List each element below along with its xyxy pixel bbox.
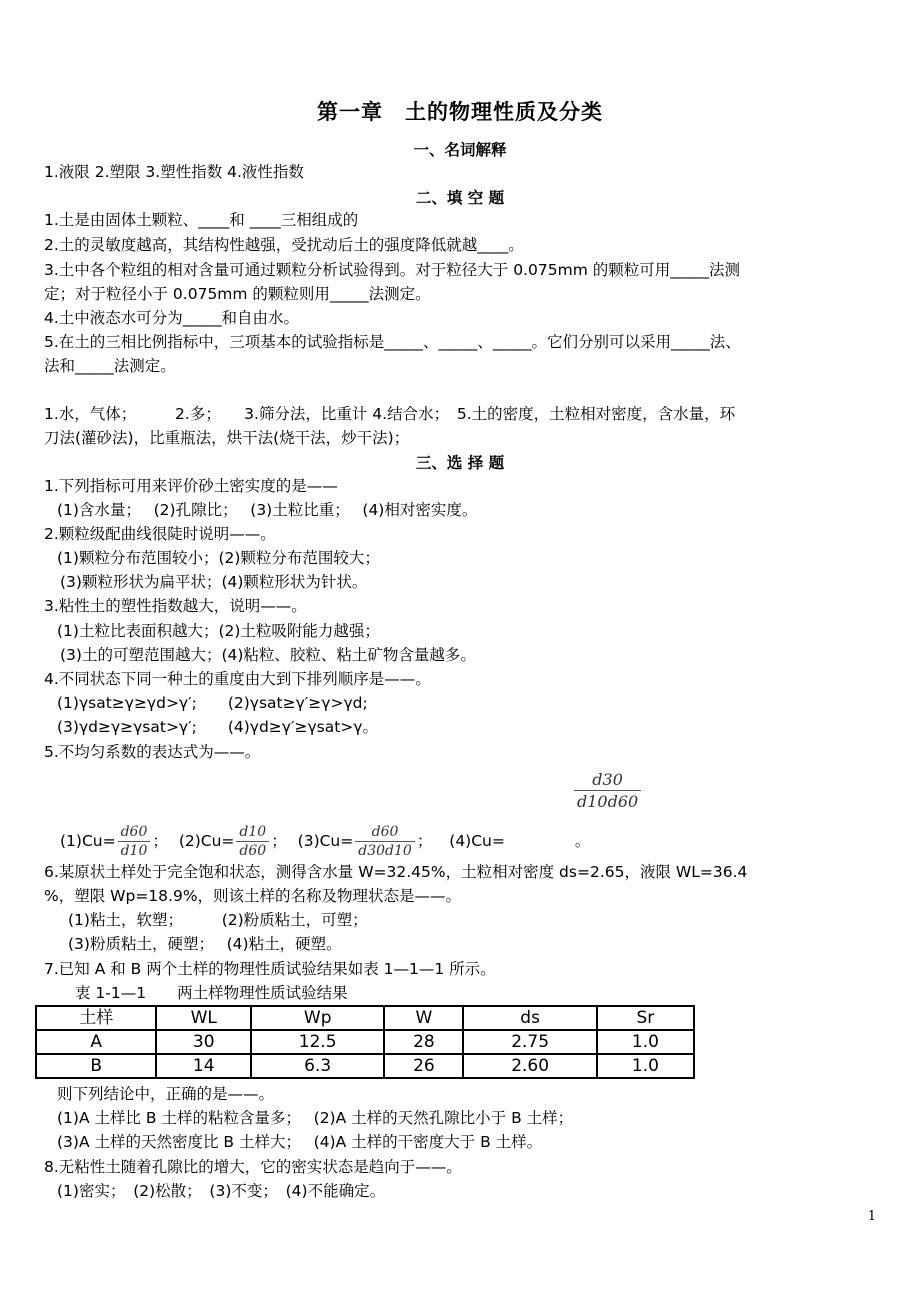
table-cell: 30 (156, 1030, 251, 1054)
cu-formula-4-fraction (572, 770, 643, 811)
table-header-cell: ds (463, 1006, 596, 1030)
choice-options-4a: (1)γsat≥γ≥γd>γ′; (2)γsat≥γ′≥γ>γd; (57, 694, 368, 712)
table-cell: 28 (384, 1030, 463, 1054)
choice-question-5: 5.不均匀系数的表达式为——。 (44, 743, 261, 761)
table-cell: 14 (156, 1054, 251, 1078)
fraction-numerator: d10 (239, 824, 267, 840)
option-label: (4)Cu= (449, 832, 505, 850)
fill-question-5b: 法和_____法测定。 (44, 357, 176, 375)
choice-question-6b: %，塑限 Wp=18.9%，则该土样的名称及物理状态是——。 (44, 887, 462, 905)
choice-options-2a: (1)颗粒分布范围较小；(2)颗粒分布范围较大； (57, 549, 380, 567)
choice-options-3b: (3)土的可塑范围越大；(4)粘粒、胶粒、粘土矿物含量越多。 (60, 646, 476, 664)
fill-question-3a: 3.土中各个粒组的相对含量可通过颗粒分析试验得到。对于粒径大于 0.075mm 的颗粒可用_____法测 (44, 261, 740, 279)
table-header-cell: 土样 (36, 1006, 156, 1030)
choice-options-3a: (1)土粒比表面积越大；(2)土粒吸附能力越强； (57, 622, 380, 640)
choice-question-3: 3.粘性土的塑性指数越大，说明——。 (44, 597, 307, 615)
choice-question-7-stem: 则下列结论中，正确的是——。 (57, 1085, 275, 1103)
choice-options-2b: (3)颗粒形状为扁平状；(4)颗粒形状为针状。 (60, 573, 368, 591)
fraction-numerator: d30 (592, 770, 623, 789)
choice-question-8: 8.无粘性土随着孔隙比的增大，它的密实状态是趋向于——。 (44, 1158, 462, 1176)
fraction-denominator: d10 (118, 841, 151, 859)
separator: ； (152, 832, 168, 850)
option-label: (3)Cu= (297, 832, 354, 850)
table-cell: 1.0 (597, 1030, 694, 1054)
table-cell: B (36, 1054, 156, 1078)
table-cell: 1.0 (597, 1054, 694, 1078)
table-cell: 2.75 (463, 1030, 596, 1054)
page-number: 1 (867, 1209, 876, 1224)
fill-question-4: 4.土中液态水可分为_____和自由水。 (44, 309, 300, 327)
choice-options-4b: (3)γd≥γ≥γsat>γ′; (4)γd≥γ′≥γsat>γ。 (57, 718, 378, 736)
choice-question-4: 4.不同状态下同一种土的重度由大到下排列顺序是——。 (44, 670, 431, 688)
choice-options-1: (1)含水量； (2)孔隙比； (3)土粒比重； (4)相对密实度。 (57, 501, 478, 519)
table-header-cell: WL (156, 1006, 251, 1030)
table-cell: 26 (384, 1054, 463, 1078)
table-header-row (36, 1006, 694, 1030)
fraction-denominator: d60 (236, 841, 269, 859)
fraction-numerator: d60 (371, 824, 399, 840)
soil-properties-table (35, 1005, 695, 1079)
table-header-cell: Sr (597, 1006, 694, 1030)
chapter-title: 第一章 土的物理性质及分类 (317, 100, 603, 124)
choice-options-7b: (3)A 土样的天然密度比 B 土样大； (4)A 土样的干密度大于 B 土样。 (57, 1133, 543, 1151)
option-label: (2)Cu= (178, 832, 235, 850)
fill-answers-b: 刀法(灌砂法)，比重瓶法，烘干法(烧干法，炒干法)； (44, 429, 410, 447)
fraction-denominator: d30d10 (355, 841, 415, 859)
option-label: (1)Cu= (60, 832, 116, 850)
fill-answers-a: 1.水，气体； 2.多； 3.筛分法，比重计 4.结合水； 5.土的密度，土粒相对密度，含水量，环 (44, 405, 736, 423)
definitions-list: 1.液限 2.塑限 3.塑性指数 4.液性指数 (44, 163, 304, 181)
separator: 。 (574, 832, 591, 850)
separator: ； (416, 832, 433, 850)
separator: ； (271, 832, 287, 850)
table-cell: 12.5 (251, 1030, 384, 1054)
table-caption: 衷 1-1—1 两土样物理性质试验结果 (75, 984, 348, 1002)
choice-options-5 (60, 822, 900, 860)
fill-question-1: 1.土是由固体土颗粒、____和 ____三相组成的 (44, 211, 359, 229)
table-row (36, 1054, 694, 1078)
table-cell: A (36, 1030, 156, 1054)
choice-question-6a: 6.某原状土样处于完全饱和状态，测得含水量 W=32.45%，土粒相对密度 ds=2.65，液限 WL=36.4 (44, 863, 748, 881)
section-heading-fill-blank: 二、填 空 题 (415, 189, 505, 207)
choice-question-2: 2.颗粒级配曲线很陡时说明——。 (44, 525, 276, 543)
section-heading-choice: 三、选 择 题 (415, 454, 505, 472)
fraction-denominator: d10d60 (574, 790, 641, 811)
cu-formula-1 (118, 824, 151, 859)
table-header-cell: Wp (251, 1006, 384, 1030)
cu-formula-3 (355, 824, 415, 859)
fraction-numerator: d60 (120, 824, 148, 840)
cu-formula-2 (236, 824, 269, 859)
fill-question-3b: 定；对于粒径小于 0.075mm 的颗粒则用_____法测定。 (44, 285, 431, 303)
choice-options-6a: (1)粘土，软塑； (2)粉质粘土，可塑； (68, 911, 368, 929)
fill-question-2: 2.土的灵敏度越高，其结构性越强，受扰动后土的强度降低就越____。 (44, 236, 524, 254)
choice-options-6b: (3)粉质粘土，硬塑； (4)粘土，硬塑。 (68, 935, 342, 953)
choice-question-7: 7.已知 A 和 B 两个土样的物理性质试验结果如表 1—1—1 所示。 (44, 960, 496, 978)
choice-options-7a: (1)A 土样比 B 土样的粘粒含量多； (2)A 土样的天然孔隙比小于 B 土样； (57, 1109, 574, 1127)
fill-question-5a: 5.在土的三相比例指标中，三项基本的试验指标是_____、_____、_____。它们分别可以采用_____法、 (44, 333, 741, 351)
table-header-cell: W (384, 1006, 463, 1030)
section-heading-definitions: 一、名词解释 (413, 141, 507, 159)
table-row (36, 1030, 694, 1054)
table-cell: 2.60 (463, 1054, 596, 1078)
table-cell: 6.3 (251, 1054, 384, 1078)
choice-options-8: (1)密实； (2)松散； (3)不变； (4)不能确定。 (57, 1182, 386, 1200)
choice-question-1: 1.下列指标可用来评价砂土密实度的是—— (44, 477, 338, 495)
